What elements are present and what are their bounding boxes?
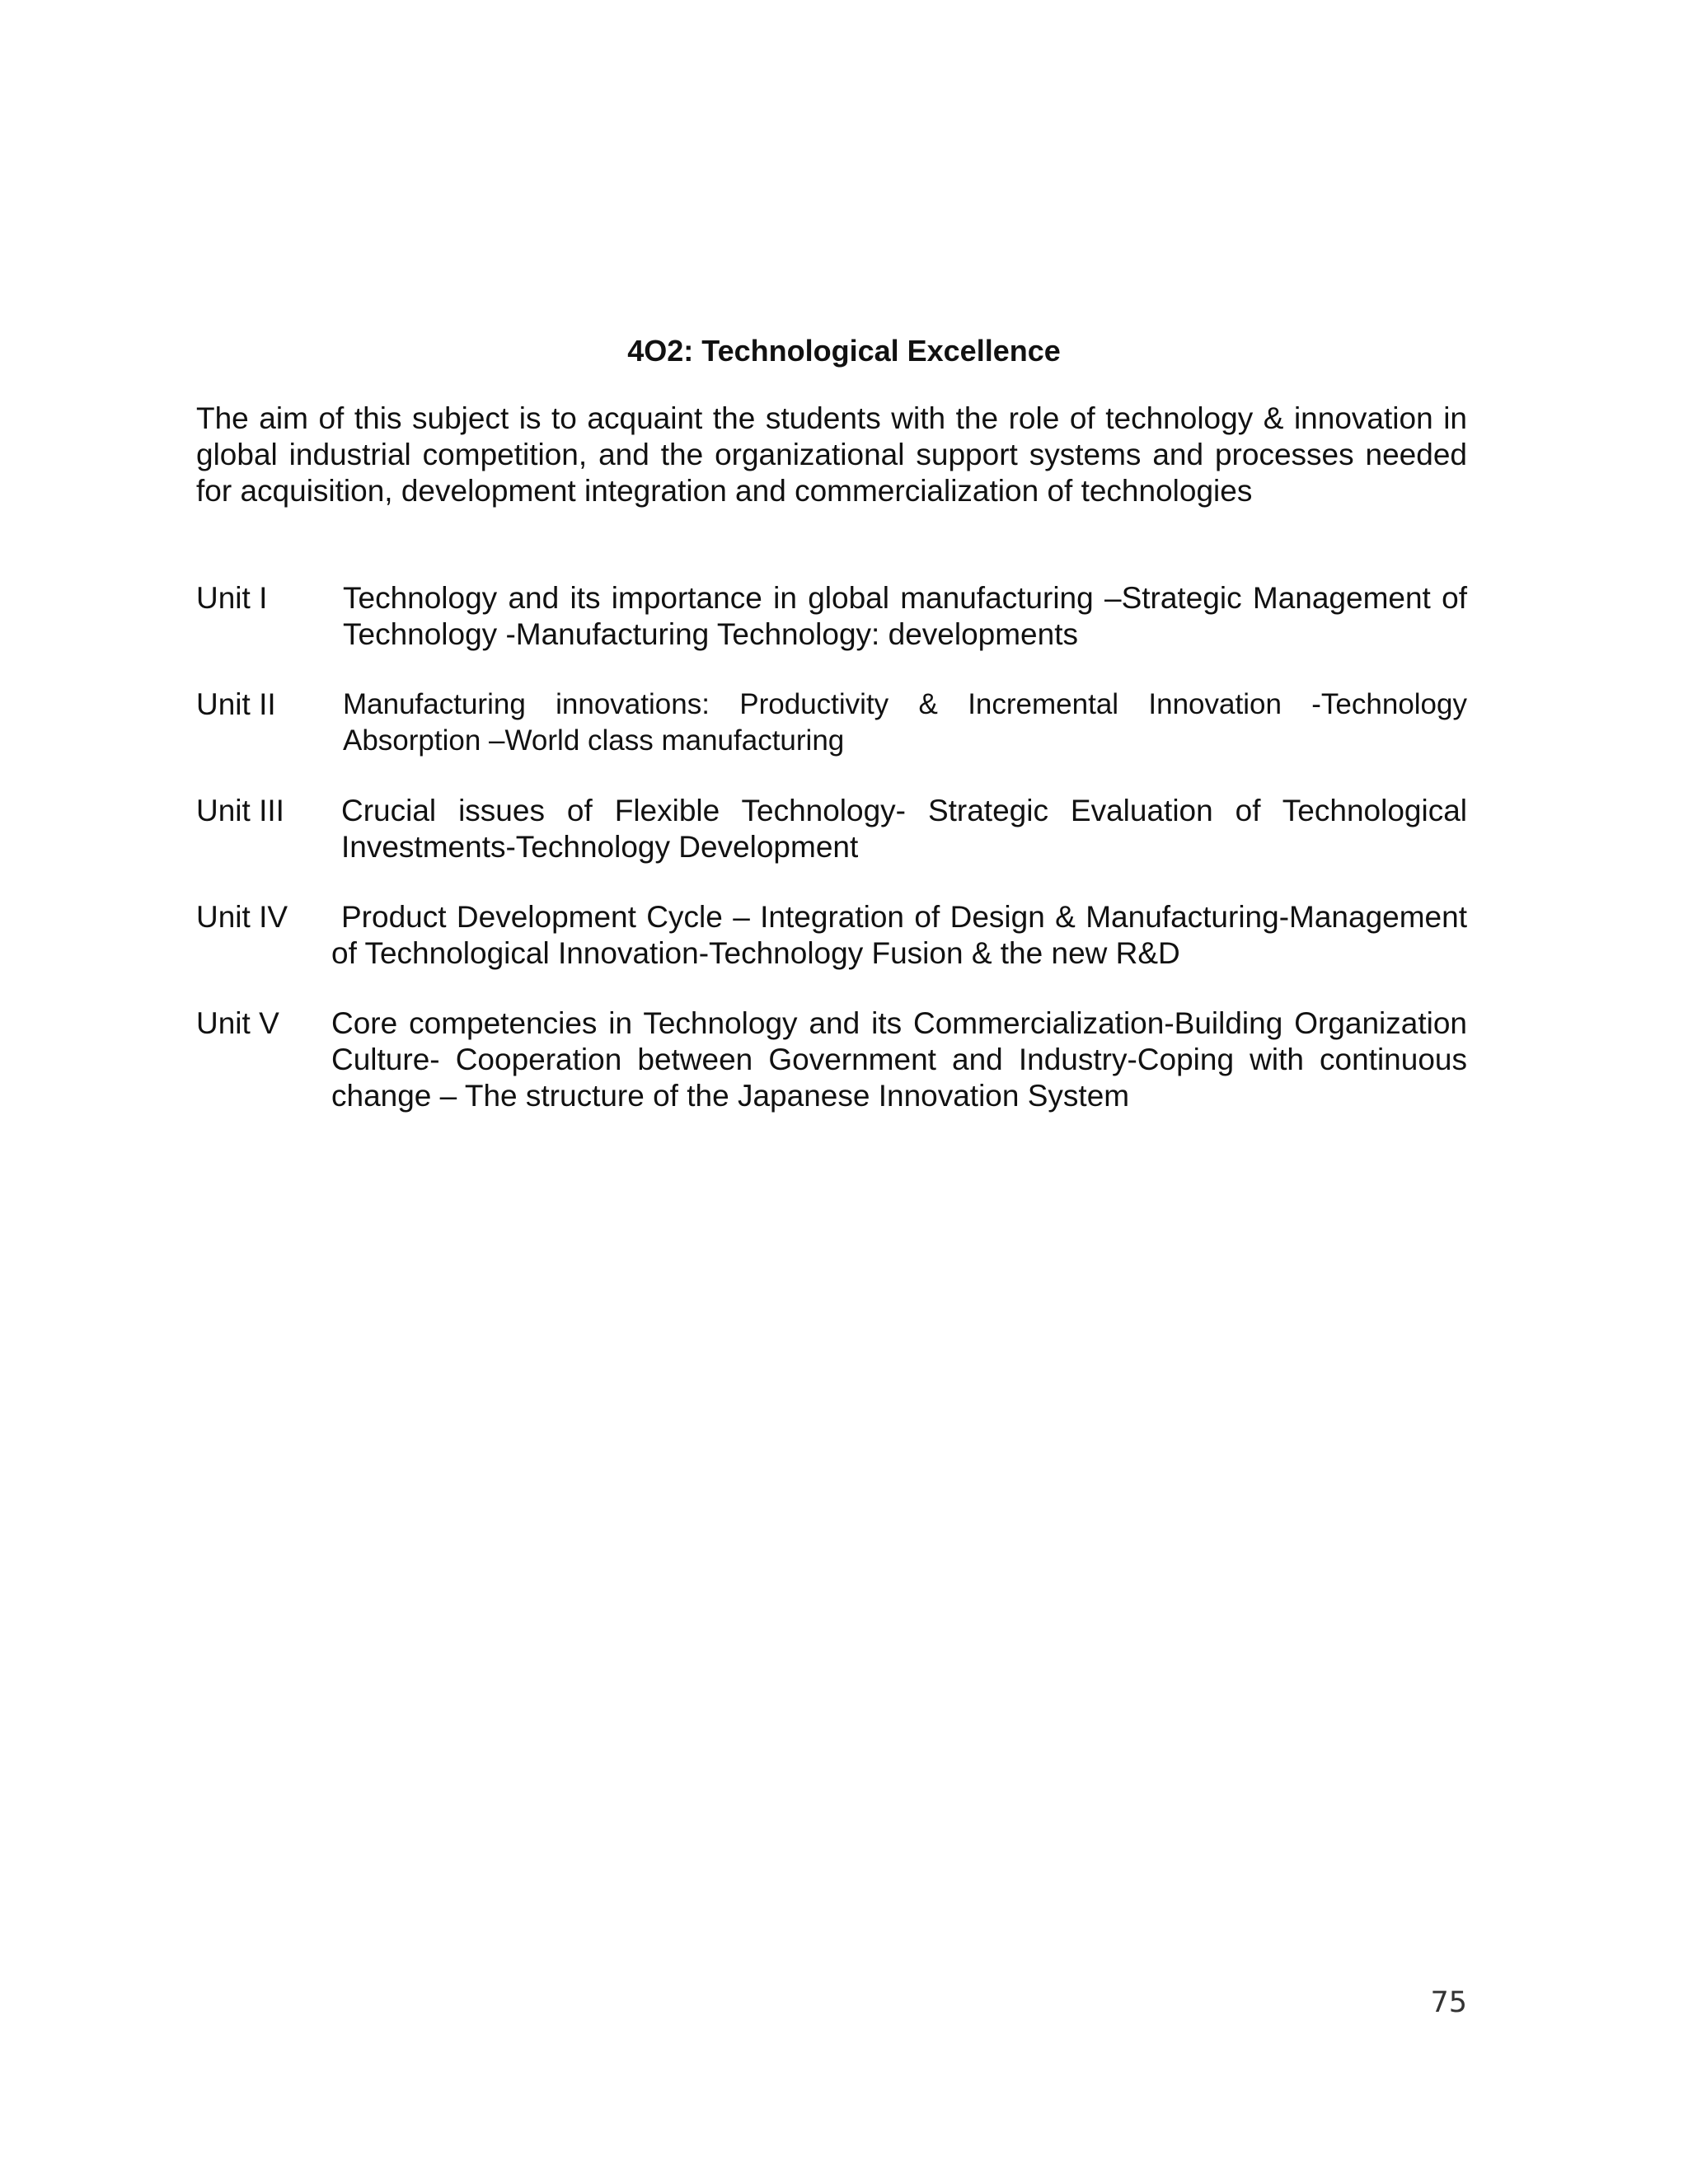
unit-description: Product Development Cycle – Integration of Design & Manufacturing-Management of Technological Innovation-Technology Fusion & the new R&D xyxy=(331,900,1467,970)
page-title: 4O2: Technological Excellence xyxy=(627,334,1061,368)
unit-label: Unit III xyxy=(196,794,284,827)
unit-description: Manufacturing innovations: Productivity & Incremental Innovation -Technology Absorption –World class manufacturing xyxy=(343,688,1467,757)
unit-label: Unit I xyxy=(196,581,268,615)
unit-description: Crucial issues of Flexible Technology- Strategic Evaluation of Technological Investments-Technology Development xyxy=(341,794,1467,864)
unit-label: Unit V xyxy=(196,1006,279,1040)
unit-description: Technology and its importance in global manufacturing –Strategic Management of Technology -Manufacturing Technology: developments xyxy=(343,581,1467,651)
unit-label: Unit IV xyxy=(196,900,288,934)
unit-label: Unit II xyxy=(196,687,276,721)
page-number: 75 xyxy=(1430,1986,1467,2019)
intro-paragraph: The aim of this subject is to acquaint the students with the role of technology & innovation in global industrial competition, and the organizational support systems and processes needed for acquisition, development integration and commercialization of technologies xyxy=(196,401,1467,508)
unit-description: Core competencies in Technology and its Commercialization-Building Organization Culture- Cooperation between Government and Industry-Coping with continuous change – The structure of the Japanese Innovation System xyxy=(331,1006,1467,1113)
